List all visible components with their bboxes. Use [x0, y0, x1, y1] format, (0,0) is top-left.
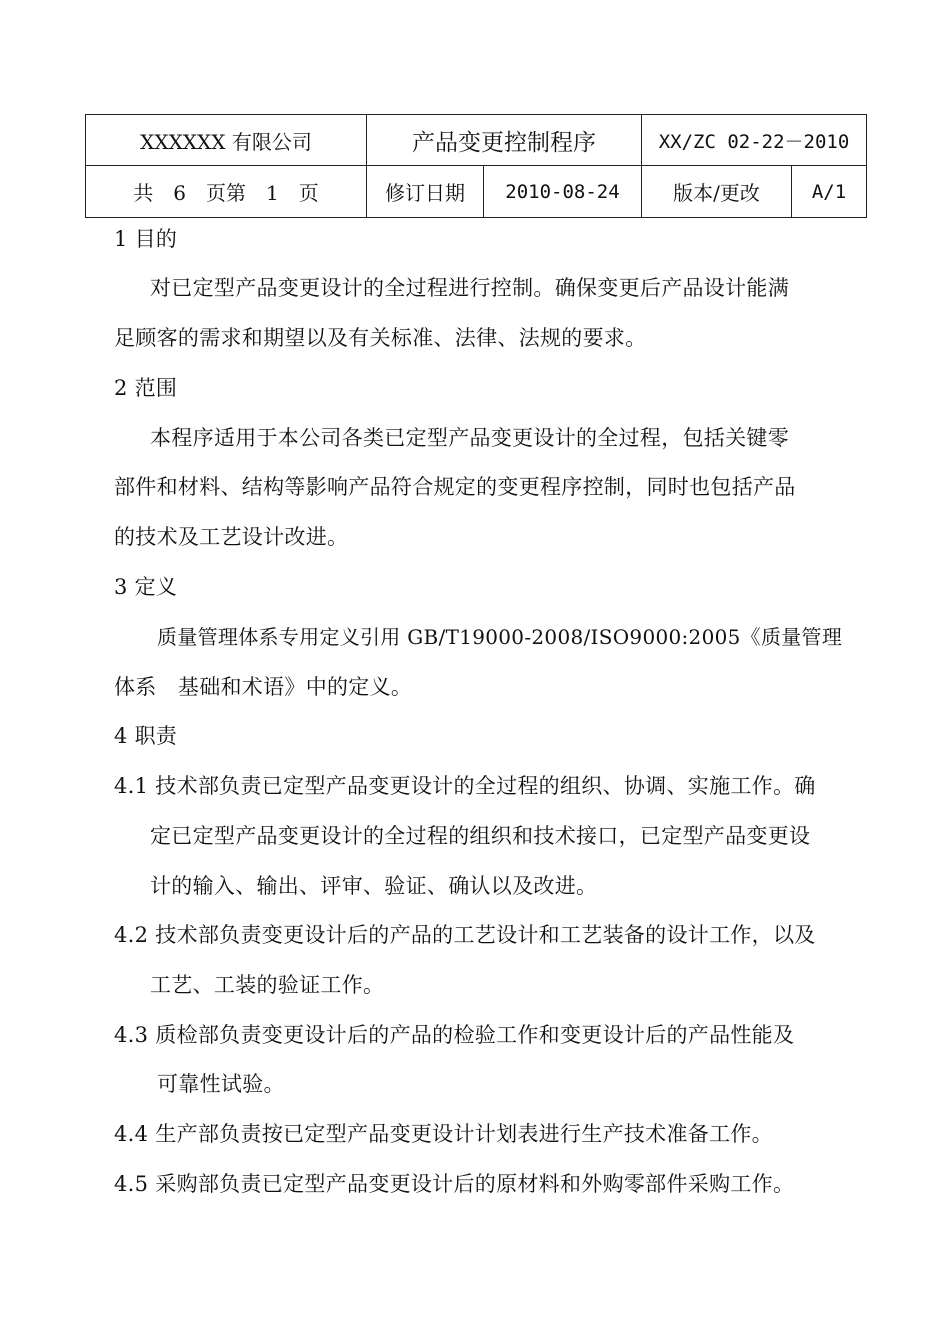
paragraph-line: 本程序适用于本公司各类已定型产品变更设计的全过程，包括关键零: [150, 426, 789, 450]
list-item-4-3: 4.3 质检部负责变更设计后的产品的检验工作和变更设计后的产品性能及: [114, 1023, 795, 1047]
list-item-4-1-cont: 计的输入、输出、评审、验证、确认以及改进。: [150, 874, 598, 898]
revision-date-label: 修订日期: [367, 166, 484, 218]
list-item-4-1-cont: 定已定型产品变更设计的全过程的组织和技术接口，已定型产品变更设: [150, 824, 811, 848]
list-item-4-1: 4.1 技术部负责已定型产品变更设计的全过程的组织、协调、实施工作。确: [114, 774, 816, 798]
company-name: XXXXXX 有限公司: [86, 115, 367, 166]
section-heading-purpose: 1 目的: [114, 227, 178, 251]
paragraph-line: 质量管理体系专用定义引用 GB/T19000-2008/ISO9000:2005《质量管理: [157, 625, 843, 649]
paragraph-line: 的技术及工艺设计改进。: [114, 525, 349, 549]
paragraph-line: 体系 基础和术语》中的定义。: [114, 675, 413, 699]
list-item-4-4: 4.4 生产部负责按已定型产品变更设计计划表进行生产技术准备工作。: [114, 1122, 773, 1146]
revision-date: 2010-08-24: [484, 166, 642, 218]
document-header-table: [85, 114, 867, 218]
paragraph-line: 对已定型产品变更设计的全过程进行控制。确保变更后产品设计能满: [150, 276, 789, 300]
section-heading-responsibilities: 4 职责: [114, 724, 178, 748]
section-heading-definitions: 3 定义: [114, 575, 178, 599]
document-title: 产品变更控制程序: [367, 115, 642, 166]
paragraph-line: 足顾客的需求和期望以及有关标准、法律、法规的要求。: [114, 326, 647, 350]
list-item-4-2: 4.2 技术部负责变更设计后的产品的工艺设计和工艺装备的设计工作，以及: [114, 923, 816, 947]
version-label: 版本/更改: [642, 166, 792, 218]
version-value: A/1: [792, 166, 867, 218]
section-heading-scope: 2 范围: [114, 376, 178, 400]
list-item-4-5: 4.5 采购部负责已定型产品变更设计后的原材料和外购零部件采购工作。: [114, 1172, 795, 1196]
document-number: XX/ZC 02-22－2010: [642, 115, 867, 166]
list-item-4-3-cont: 可靠性试验。: [157, 1072, 285, 1096]
list-item-4-2-cont: 工艺、工装的验证工作。: [150, 973, 385, 997]
page-count: 共 6 页第 1 页: [86, 166, 367, 218]
paragraph-line: 部件和材料、结构等影响产品符合规定的变更程序控制，同时也包括产品: [114, 475, 796, 499]
